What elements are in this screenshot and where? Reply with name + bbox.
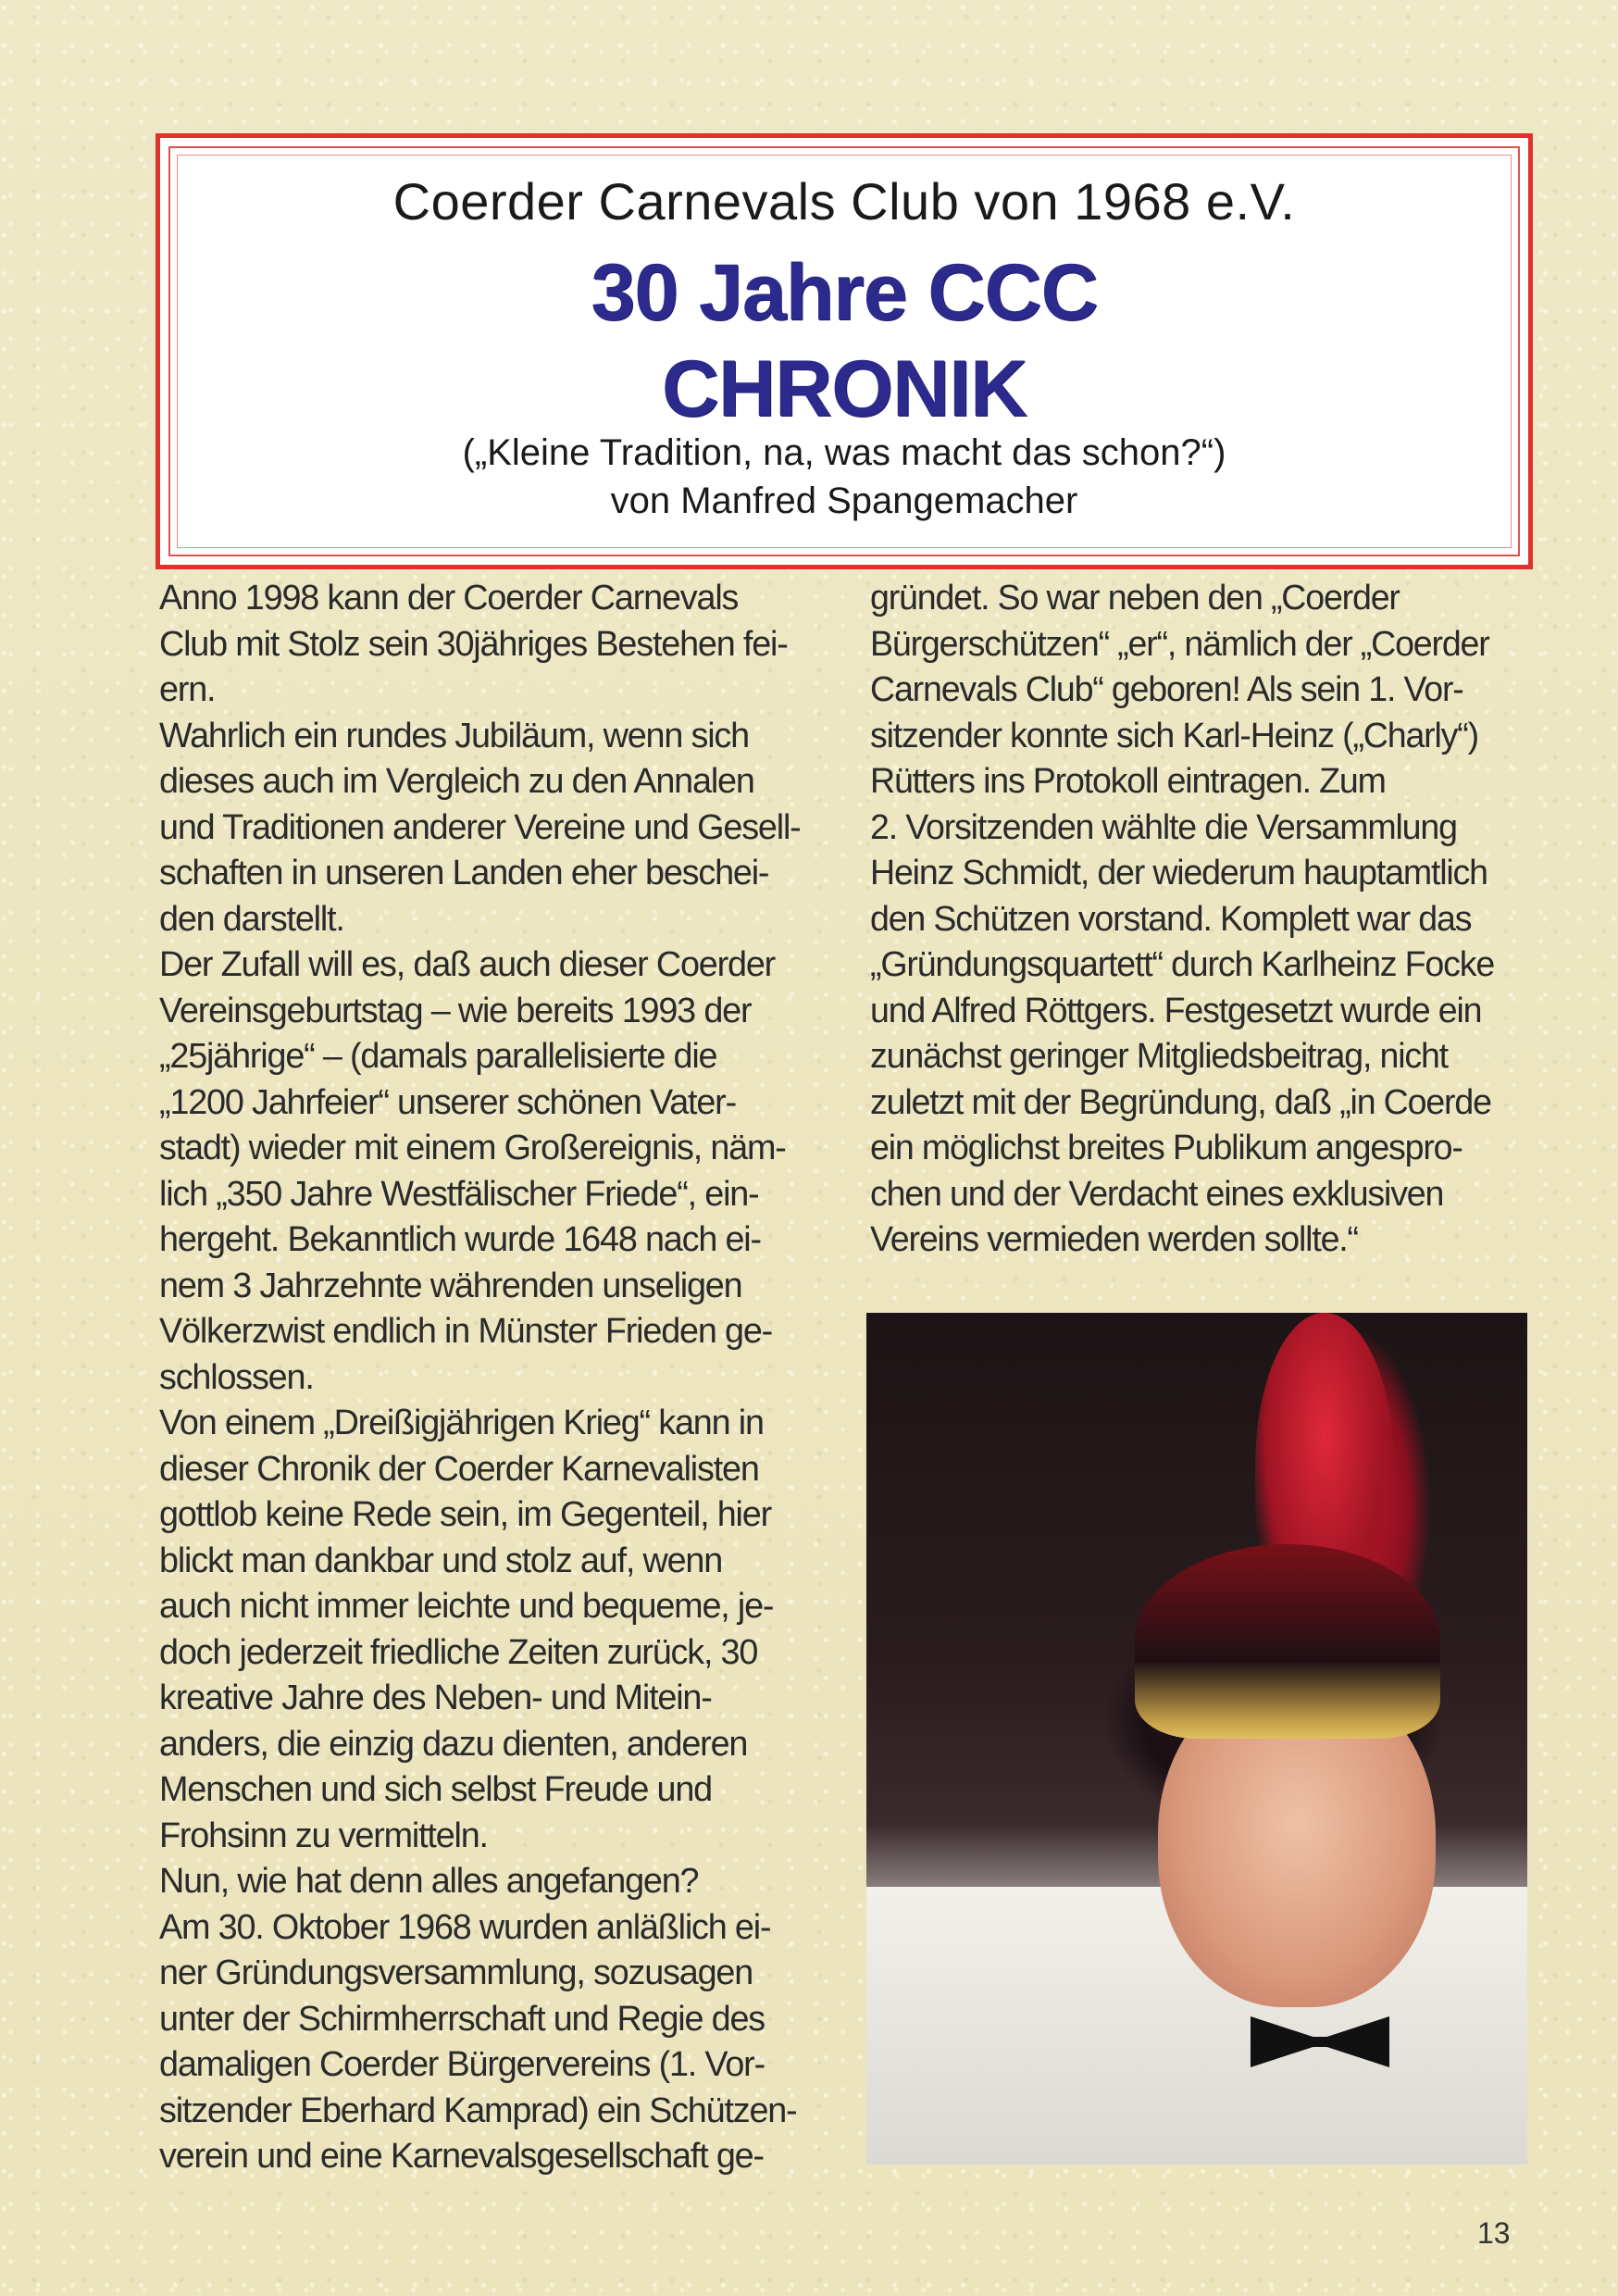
text-line: lich „350 Jahre Westfälischer Friede“, ein-	[159, 1174, 759, 1214]
text-line: chen und der Verdacht eines exklusiven	[870, 1174, 1444, 1214]
text-line: zunächst geringer Mitgliedsbeitrag, nicht	[870, 1037, 1448, 1076]
text-line: „1200 Jahrfeier“ unserer schönen Vater-	[159, 1082, 736, 1122]
text-line: dieses auch im Vergleich zu den Annalen	[159, 762, 754, 801]
text-line: Nun, wie hat denn alles angefangen?	[159, 1862, 699, 1901]
text-line: stadt) wieder mit einem Großereignis, näm-	[159, 1129, 786, 1167]
text-line: sitzender konnte sich Karl-Heinz („Charly“)	[870, 716, 1478, 755]
text-line: unter der Schirmherrschaft und Regie des	[159, 1999, 765, 2039]
text-line: Anno 1998 kann der Coerder Carnevals	[159, 579, 739, 618]
headline-line-1: 30 Jahre CCC	[591, 248, 1098, 337]
text-line: Bürgerschützen“ „er“, nämlich der „Coerder	[870, 624, 1489, 664]
text-line: Völkerzwist endlich in Münster Frieden ge-	[159, 1312, 773, 1351]
text-line: Vereinsgeburtstag – wie bereits 1993 der	[159, 991, 752, 1030]
text-line: doch jederzeit friedliche Zeiten zurück, 30	[159, 1632, 758, 1672]
text-line: Am 30. Oktober 1968 wurden anläßlich ei-	[159, 1907, 771, 1947]
text-line: Wahrlich ein rundes Jubiläum, wenn sich	[159, 716, 749, 755]
text-line: ern.	[159, 670, 216, 709]
portrait-photo	[866, 1313, 1527, 2165]
article-right-column	[870, 576, 1529, 1264]
text-line: „Gründungsquartett“ durch Karlheinz Focke	[870, 945, 1495, 984]
club-name: Coerder Carnevals Club von 1968 e.V.	[392, 172, 1296, 231]
text-line: Club mit Stolz sein 30jähriges Bestehen fei-	[159, 624, 788, 664]
text-line: Von einem „Dreißigjährigen Krieg“ kann in	[159, 1404, 764, 1442]
text-line: zuletzt mit der Begründung, daß „in Coerde	[870, 1082, 1491, 1122]
photo-carnival-hat	[1135, 1544, 1440, 1739]
text-line: 2. Vorsitzenden wählte die Versammlung	[870, 807, 1457, 847]
text-line: ein möglichst breites Publikum angespro-	[870, 1129, 1462, 1167]
text-line: Heinz Schmidt, der wiederum hauptamtlich	[870, 854, 1487, 892]
text-line: sitzender Eberhard Kamprad) ein Schützen-	[159, 2090, 797, 2130]
text-line: Frohsinn zu vermitteln.	[159, 1816, 488, 1855]
text-line: und Traditionen anderer Vereine und Gesell-	[159, 807, 801, 847]
text-line: hergeht. Bekanntlich wurde 1648 nach ei-	[159, 1220, 761, 1259]
text-line: auch nicht immer leichte und bequeme, je-	[159, 1587, 774, 1626]
title-box	[156, 133, 1533, 569]
page-number: 13	[1477, 2216, 1511, 2250]
text-line: dieser Chronik der Coerder Karnevalisten	[159, 1449, 759, 1489]
text-line: schlossen.	[159, 1357, 314, 1397]
text-line: verein und eine Karnevalsgesellschaft ge-	[159, 2137, 764, 2176]
text-line: den Schützen vorstand. Komplett war das	[870, 899, 1472, 939]
article-left-column	[159, 576, 859, 2180]
text-line: ner Gründungsversammlung, sozusagen	[159, 1953, 753, 1992]
text-line: und Alfred Röttgers. Festgesetzt wurde ein	[870, 991, 1482, 1030]
text-line: Vereins vermieden werden sollte.“	[870, 1220, 1358, 1259]
motto: („Kleine Tradition, na, was macht das schon?“)	[462, 432, 1226, 473]
text-line: Menschen und sich selbst Freude und	[159, 1770, 712, 1809]
text-line: gründet. So war neben den „Coerder	[870, 579, 1400, 618]
text-line: schaften in unseren Landen eher beschei-	[159, 854, 769, 892]
text-line: Carnevals Club“ geboren! Als sein 1. Vor-	[870, 670, 1463, 709]
text-line: kreative Jahre des Neben- und Mitein-	[159, 1678, 712, 1717]
text-line: gottlob keine Rede sein, im Gegenteil, hier	[159, 1495, 771, 1534]
text-line: den darstellt.	[159, 899, 344, 939]
text-line: Der Zufall will es, daß auch dieser Coerder	[159, 945, 776, 984]
text-line: blickt man dankbar und stolz auf, wenn	[159, 1541, 723, 1580]
headline-line-2: CHRONIK	[661, 344, 1027, 433]
text-line: nem 3 Jahrzehnte währenden unseligen	[159, 1266, 742, 1305]
text-line: anders, die einzig dazu dienten, anderen	[159, 1724, 748, 1764]
author-line: von Manfred Spangemacher	[610, 480, 1078, 521]
text-line: damaligen Coerder Bürgervereins (1. Vor-	[159, 2045, 765, 2084]
text-line: „25jährige“ – (damals parallelisierte die	[159, 1037, 717, 1076]
text-line: Rütters ins Protokoll eintragen. Zum	[870, 762, 1386, 801]
